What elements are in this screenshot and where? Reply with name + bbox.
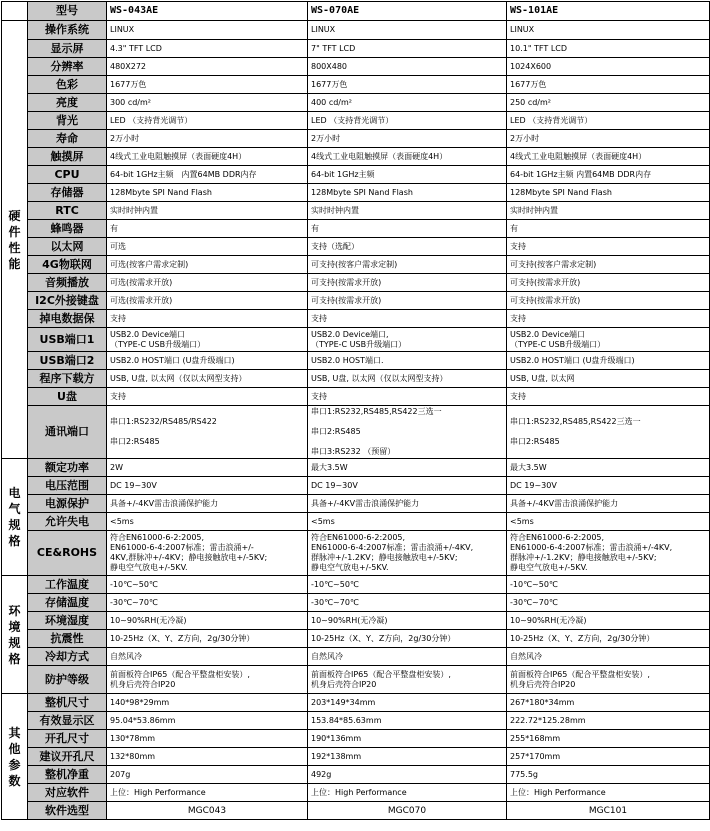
spec-value: 符合EN61000-6-2:2005, EN61000-6-4:2007标准；雷击浪涌+/-4KV, 群脉冲+/-1.2KV；静电接触放电+/-5KV; 静电空气放电+/-5KV. — [507, 531, 710, 576]
spec-value: 可选(按客户需求定制) — [107, 256, 308, 274]
spec-row — [2, 694, 710, 712]
spec-row — [2, 76, 710, 94]
spec-value: 上位：High Performance — [107, 784, 308, 802]
row-label: 工作温度 — [28, 576, 107, 594]
row-label: 触摸屏 — [28, 148, 107, 166]
spec-row — [2, 594, 710, 612]
spec-value: <5ms — [308, 513, 507, 531]
spec-row — [2, 531, 710, 576]
spec-row — [2, 328, 710, 352]
spec-row — [2, 477, 710, 495]
spec-row — [2, 766, 710, 784]
spec-value: 支持 — [308, 388, 507, 406]
spec-value: LINUX — [107, 21, 308, 40]
spec-value: 400 cd/m² — [308, 94, 507, 112]
header-row — [2, 2, 710, 21]
model-name: WS-043AE — [107, 2, 308, 21]
row-label: 存储器 — [28, 184, 107, 202]
spec-value: MGC043 — [107, 802, 308, 820]
row-label: 以太网 — [28, 238, 107, 256]
row-label: 音频播放 — [28, 274, 107, 292]
spec-value: 1024X600 — [507, 58, 710, 76]
row-label: 有效显示区 — [28, 712, 107, 730]
spec-value: 支持 — [507, 388, 710, 406]
row-label: 抗震性 — [28, 630, 107, 648]
spec-value: 192*138mm — [308, 748, 507, 766]
spec-value: DC 19~30V — [507, 477, 710, 495]
spec-row — [2, 148, 710, 166]
corner-cell — [2, 2, 28, 21]
spec-row — [2, 130, 710, 148]
row-label: RTC — [28, 202, 107, 220]
spec-row — [2, 784, 710, 802]
spec-row — [2, 21, 710, 40]
spec-row — [2, 459, 710, 477]
spec-row — [2, 58, 710, 76]
spec-value: 可支持(按需求开放) — [507, 292, 710, 310]
spec-value: 前面板符合IP65（配合平整盘柜安装）, 机身后壳符合IP20 — [107, 666, 308, 694]
row-label: 开孔尺寸 — [28, 730, 107, 748]
spec-row — [2, 292, 710, 310]
row-label: 额定功率 — [28, 459, 107, 477]
spec-value: 串口1:RS232,RS485,RS422三选一 串口2:RS485 — [507, 406, 710, 459]
spec-value: 有 — [507, 220, 710, 238]
spec-value: 128Mbyte SPI Nand Flash — [308, 184, 507, 202]
spec-value: 207g — [107, 766, 308, 784]
row-label: CPU — [28, 166, 107, 184]
spec-value: 2万小时 — [107, 130, 308, 148]
row-label: 整机尺寸 — [28, 694, 107, 712]
spec-value: 有 — [308, 220, 507, 238]
spec-value: 140*98*29mm — [107, 694, 308, 712]
spec-value: 128Mbyte SPI Nand Flash — [507, 184, 710, 202]
spec-value: LINUX — [507, 21, 710, 40]
row-label: 建议开孔尺 — [28, 748, 107, 766]
spec-value: 可支持(按需求开放) — [308, 274, 507, 292]
row-label: 色彩 — [28, 76, 107, 94]
spec-row — [2, 576, 710, 594]
spec-value: 1677万色 — [507, 76, 710, 94]
spec-value: -30℃~70℃ — [107, 594, 308, 612]
spec-value: 10~90%RH(无冷凝) — [507, 612, 710, 630]
row-label: 环境湿度 — [28, 612, 107, 630]
spec-value: USB, U盘, 以太网（仅以太网型支持） — [107, 370, 308, 388]
row-label: 寿命 — [28, 130, 107, 148]
spec-row — [2, 495, 710, 513]
spec-value: 支持 — [308, 310, 507, 328]
spec-value: 最大3.5W — [507, 459, 710, 477]
spec-row — [2, 666, 710, 694]
spec-value: 具备+/-4KV雷击浪涌保护能力 — [507, 495, 710, 513]
spec-value: 10-25Hz（X、Y、Z方向，2g/30分钟） — [107, 630, 308, 648]
spec-value: 上位：High Performance — [507, 784, 710, 802]
spec-value: -10℃~50℃ — [308, 576, 507, 594]
spec-value: MGC070 — [308, 802, 507, 820]
model-name: WS-101AE — [507, 2, 710, 21]
spec-value: USB2.0 Device端口 （TYPE-C USB升级端口） — [107, 328, 308, 352]
row-label: 冷却方式 — [28, 648, 107, 666]
spec-value: 267*180*34mm — [507, 694, 710, 712]
spec-value: 10~90%RH(无冷凝) — [107, 612, 308, 630]
row-label: 允许失电 — [28, 513, 107, 531]
spec-value: 10-25Hz（X、Y、Z方向，2g/30分钟） — [308, 630, 507, 648]
spec-row — [2, 94, 710, 112]
spec-value: 具备+/-4KV雷击浪涌保护能力 — [107, 495, 308, 513]
row-label: 软件选型 — [28, 802, 107, 820]
spec-value: USB2.0 Device端口, （TYPE-C USB升级端口） — [308, 328, 507, 352]
spec-value: DC 19~30V — [107, 477, 308, 495]
spec-value: 1677万色 — [107, 76, 308, 94]
spec-row — [2, 612, 710, 630]
spec-value: 128Mbyte SPI Nand Flash — [107, 184, 308, 202]
row-label: I2C外接键盘 — [28, 292, 107, 310]
spec-value: 222.72*125.28mm — [507, 712, 710, 730]
spec-value: 2万小时 — [507, 130, 710, 148]
row-label: 背光 — [28, 112, 107, 130]
spec-value: 10.1" TFT LCD — [507, 40, 710, 58]
row-label: 通讯端口 — [28, 406, 107, 459]
spec-value: <5ms — [107, 513, 308, 531]
spec-value: 10-25Hz（X、Y、Z方向，2g/30分钟） — [507, 630, 710, 648]
spec-value: 4线式工业电阻触摸屏（表面硬度4H） — [308, 148, 507, 166]
spec-value: 实时时钟内置 — [308, 202, 507, 220]
spec-value: 800X480 — [308, 58, 507, 76]
spec-value: -30℃~70℃ — [308, 594, 507, 612]
spec-row — [2, 802, 710, 820]
section-title-text: 电气规格 — [8, 486, 21, 548]
section-title-text: 其他参数 — [8, 725, 21, 788]
spec-value: 257*170mm — [507, 748, 710, 766]
spec-value: USB2.0 Device端口 （TYPE-C USB升级端口） — [507, 328, 710, 352]
spec-row — [2, 370, 710, 388]
spec-value: 可支持(按客户需求定制) — [507, 256, 710, 274]
row-label: 防护等级 — [28, 666, 107, 694]
spec-row — [2, 712, 710, 730]
spec-value: 串口1:RS232,RS485,RS422三选一 串口2:RS485 串口3:RS232 （预留） — [308, 406, 507, 459]
spec-value: 支持 — [507, 238, 710, 256]
section-title — [2, 576, 28, 694]
spec-row — [2, 352, 710, 370]
spec-value: 255*168mm — [507, 730, 710, 748]
model-name: WS-070AE — [308, 2, 507, 21]
spec-table — [1, 1, 710, 820]
row-label: 整机净重 — [28, 766, 107, 784]
row-label: USB端口2 — [28, 352, 107, 370]
row-label: 程序下载方 — [28, 370, 107, 388]
spec-value: USB, U盘, 以太网 — [507, 370, 710, 388]
spec-value: 可选 — [107, 238, 308, 256]
spec-row — [2, 166, 710, 184]
row-label: 蜂鸣器 — [28, 220, 107, 238]
spec-value: 符合EN61000-6-2:2005, EN61000-6-4:2007标准；雷击浪涌+/-4KV, 群脉冲+/-1.2KV；静电接触放电+/-5KV; 静电空气放电+/-5KV. — [308, 531, 507, 576]
spec-value: 2万小时 — [308, 130, 507, 148]
row-label: U盘 — [28, 388, 107, 406]
spec-value: 实时时钟内置 — [107, 202, 308, 220]
spec-row — [2, 648, 710, 666]
spec-row — [2, 112, 710, 130]
spec-value: 64-bit 1GHz主频 内置64MB DDR内存 — [107, 166, 308, 184]
spec-value: 具备+/-4KV雷击浪涌保护能力 — [308, 495, 507, 513]
row-label: 亮度 — [28, 94, 107, 112]
spec-value: 10~90%RH(无冷凝) — [308, 612, 507, 630]
spec-value: 132*80mm — [107, 748, 308, 766]
spec-row — [2, 220, 710, 238]
spec-value: 153.84*85.63mm — [308, 712, 507, 730]
spec-value: DC 19~30V — [308, 477, 507, 495]
spec-row — [2, 406, 710, 459]
spec-value: 775.5g — [507, 766, 710, 784]
spec-value: 190*136mm — [308, 730, 507, 748]
spec-value: 130*78mm — [107, 730, 308, 748]
section-title — [2, 459, 28, 576]
spec-value: 4线式工业电阻触摸屏（表面硬度4H） — [507, 148, 710, 166]
spec-value: 4线式工业电阻触摸屏（表面硬度4H） — [107, 148, 308, 166]
spec-value: 最大3.5W — [308, 459, 507, 477]
row-label: 电压范围 — [28, 477, 107, 495]
row-label: 存储温度 — [28, 594, 107, 612]
spec-value: 自然风冷 — [507, 648, 710, 666]
spec-value: 250 cd/m² — [507, 94, 710, 112]
spec-row — [2, 388, 710, 406]
row-label: CE&ROHS — [28, 531, 107, 576]
spec-value: 符合EN61000-6-2:2005, EN61000-6-4:2007标准；雷击浪涌+/- 4KV,群脉冲+/-4KV；静电接触放电+/-5KV; 静电空气放电+/-5KV. — [107, 531, 308, 576]
spec-row — [2, 630, 710, 648]
spec-row — [2, 238, 710, 256]
row-label: USB端口1 — [28, 328, 107, 352]
spec-value: 上位：High Performance — [308, 784, 507, 802]
spec-row — [2, 310, 710, 328]
section-title-text: 硬件性能 — [8, 208, 21, 271]
row-label: 显示屏 — [28, 40, 107, 58]
spec-value: USB, U盘, 以太网（仅以太网型支持） — [308, 370, 507, 388]
row-label: 对应软件 — [28, 784, 107, 802]
spec-value: 有 — [107, 220, 308, 238]
row-label: 操作系统 — [28, 21, 107, 40]
row-label: 电源保护 — [28, 495, 107, 513]
spec-value: 前面板符合IP65（配合平整盘柜安装）, 机身后壳符合IP20 — [507, 666, 710, 694]
spec-value: 1677万色 — [308, 76, 507, 94]
section-title — [2, 694, 28, 820]
spec-row — [2, 40, 710, 58]
spec-value: 支持 — [107, 310, 308, 328]
row-label: 4G物联网 — [28, 256, 107, 274]
section-title — [2, 21, 28, 459]
spec-row — [2, 513, 710, 531]
spec-value: 可支持(按客户需求定制) — [308, 256, 507, 274]
spec-row — [2, 184, 710, 202]
spec-row — [2, 748, 710, 766]
spec-value: 64-bit 1GHz主频 — [308, 166, 507, 184]
spec-value: 可支持(按需求开放) — [507, 274, 710, 292]
spec-value: 203*149*34mm — [308, 694, 507, 712]
spec-value: 实时时钟内置 — [507, 202, 710, 220]
spec-row — [2, 202, 710, 220]
spec-value: 支持 — [107, 388, 308, 406]
spec-value: LED （支持背光调节） — [507, 112, 710, 130]
spec-value: 自然风冷 — [107, 648, 308, 666]
header-label: 型号 — [28, 2, 107, 21]
spec-value: 前面板符合IP65（配合平整盘柜安装）, 机身后壳符合IP20 — [308, 666, 507, 694]
spec-value: LINUX — [308, 21, 507, 40]
spec-value: 可选(按需求开放) — [107, 274, 308, 292]
spec-value: LED （支持背光调节） — [308, 112, 507, 130]
spec-value: 4.3" TFT LCD — [107, 40, 308, 58]
spec-value: 95.04*53.86mm — [107, 712, 308, 730]
spec-value: MGC101 — [507, 802, 710, 820]
spec-value: 492g — [308, 766, 507, 784]
spec-value: 300 cd/m² — [107, 94, 308, 112]
spec-value: -10℃~50℃ — [107, 576, 308, 594]
spec-value: 支持（选配） — [308, 238, 507, 256]
spec-value: USB2.0 HOST端口 (U盘升级端口) — [107, 352, 308, 370]
spec-value: USB2.0 HOST端口. — [308, 352, 507, 370]
spec-row — [2, 274, 710, 292]
spec-value: LED （支持背光调节） — [107, 112, 308, 130]
spec-value: USB2.0 HOST端口 (U盘升级端口) — [507, 352, 710, 370]
spec-value: 自然风冷 — [308, 648, 507, 666]
section-title-text: 环境规格 — [8, 603, 21, 666]
spec-value: 支持 — [507, 310, 710, 328]
row-label: 分辨率 — [28, 58, 107, 76]
spec-value: -30℃~70℃ — [507, 594, 710, 612]
spec-value: 2W — [107, 459, 308, 477]
spec-value: 7" TFT LCD — [308, 40, 507, 58]
spec-value: 可支持(按需求开放) — [308, 292, 507, 310]
spec-row — [2, 256, 710, 274]
spec-value: <5ms — [507, 513, 710, 531]
spec-value: 可选(按需求开放) — [107, 292, 308, 310]
row-label: 掉电数据保 — [28, 310, 107, 328]
spec-value: 64-bit 1GHz主频 内置64MB DDR内存 — [507, 166, 710, 184]
spec-value: 480X272 — [107, 58, 308, 76]
spec-value: 串口1:RS232/RS485/RS422 串口2:RS485 — [107, 406, 308, 459]
spec-value: -10℃~50℃ — [507, 576, 710, 594]
spec-row — [2, 730, 710, 748]
